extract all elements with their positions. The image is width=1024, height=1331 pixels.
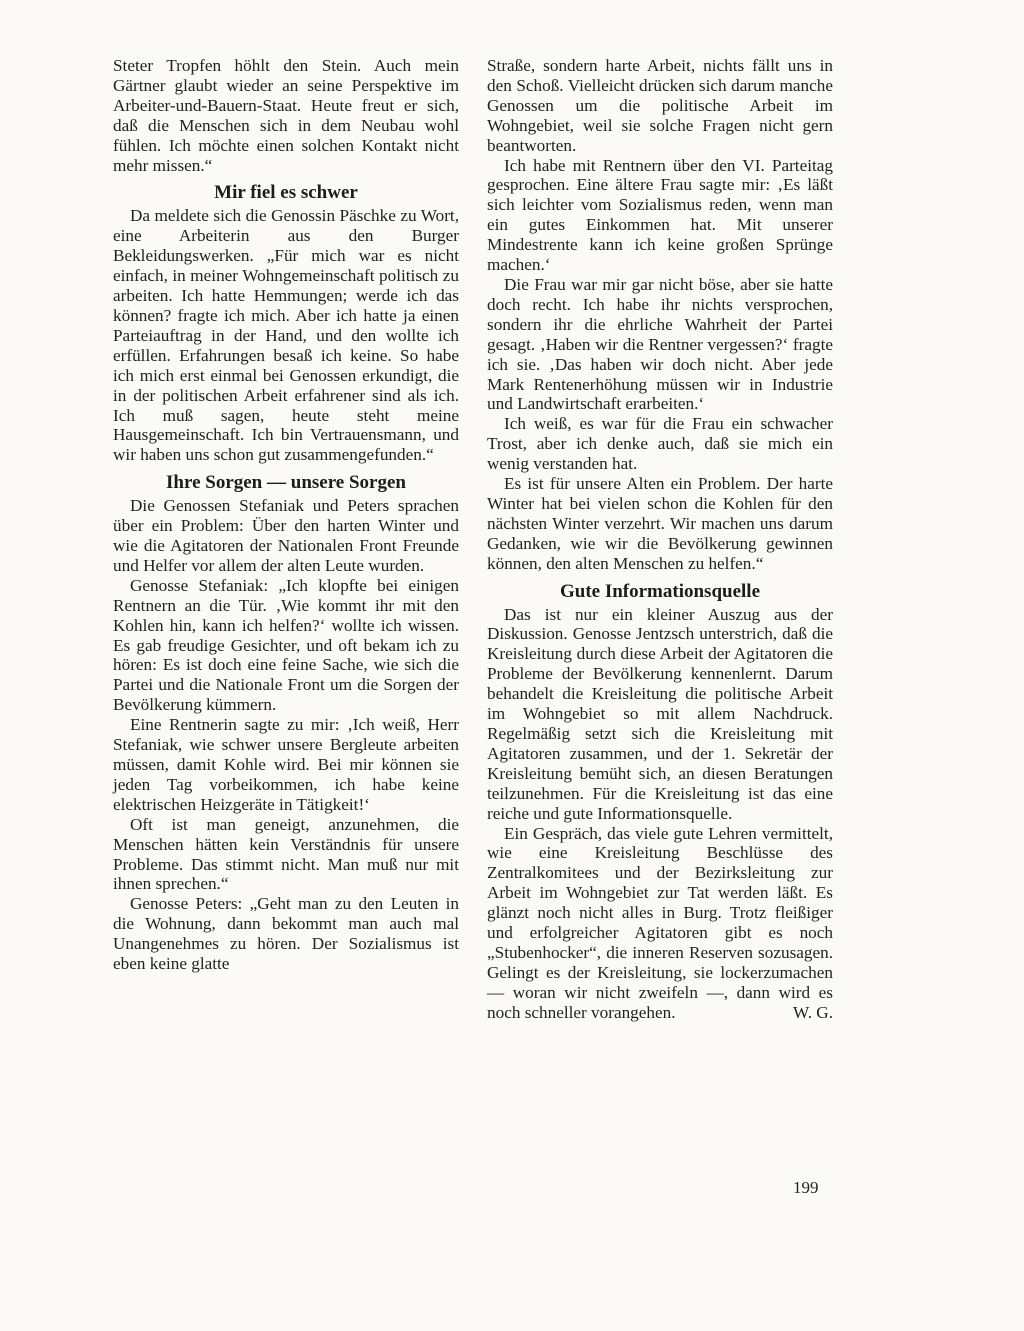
section-heading: Ihre Sorgen — unsere Sorgen — [166, 472, 406, 494]
paragraph: Eine Rentnerin sagte zu mir: ‚Ich weiß, Herr Stefaniak, wie schwer unsere Bergleute arbeiten müssen, damit Kohle wird. Bei mir können sie jeden Tag vorbeikommen, ich habe keine elektrischen Heizgeräte in Tätigkeit!‘ — [113, 715, 459, 814]
paragraph: Das ist nur ein kleiner Auszug aus der Diskussion. Genosse Jentzsch unterstrich, daß die Kreisleitung durch diese Arbeit der Agitatoren die Probleme der Bevölkerung kennenlernt. Darum behandelt die Kreisleitung die politische Arbeit im Wohngebiet so mit allem Nachdruck. Regelmäßig setzt sich die Kreisleitung mit Agitatoren zusammen, und der 1. Sekretär der Kreisleitung bemüht sich, an diesen Beratungen teilzunehmen. Für die Kreisleitung ist das eine reiche und gute Informationsquelle. — [487, 604, 833, 823]
paragraph: Es ist für unsere Alten ein Problem. Der harte Winter hat bei vielen schon die Kohlen für den nächsten Winter verzehrt. Wir machen uns darum Gedanken, wie wir die Bevölkerung gewinnen können, den alten Menschen zu helfen.“ — [487, 474, 833, 573]
right-column — [487, 56, 833, 1023]
paragraph: Oft ist man geneigt, anzunehmen, die Menschen hätten kein Verständnis für unsere Probleme. Das stimmt nicht. Man muß nur mit ihnen sprechen.“ — [113, 814, 459, 894]
paragraph: Ich weiß, es war für die Frau ein schwacher Trost, aber ich denke auch, daß sie mich ein wenig verstanden hat. — [487, 414, 833, 474]
paragraph: Genosse Stefaniak: „Ich klopfte bei einigen Rentnern an die Tür. ‚Wie kommt ihr mit den Kohlen hin, kann ich helfen?‘ wollte ich wissen. Es gab freudige Gesichter, und oft bekam ich zu hören: Es ist doch eine feine Sache, wie sich die Partei und die Nationale Front um die Sorgen der Bevölkerung kümmern. — [113, 575, 459, 715]
section-heading: Mir fiel es schwer — [214, 182, 358, 204]
paragraph: Ich habe mit Rentnern über den VI. Parteitag gesprochen. Eine ältere Frau sagte mir: ‚Es läßt sich leichter vom Sozialismus reden, wenn man ein gutes Einkommen hat. Mit unserer Mindestrente kann ich keine großen Sprünge machen.‘ — [487, 155, 833, 275]
author-signature: W. G. — [793, 1002, 833, 1022]
paragraph: Da meldete sich die Genossin Päschke zu Wort, eine Arbeiterin aus den Burger Bekleidungswerken. „Für mich war es nicht einfach, in meiner Wohngemeinschaft politisch zu arbeiten. Ich hatte Hemmungen; werde ich das können? fragte ich mich. Aber ich hatte ja einen Parteiauftrag in der Hand, und den wollte ich erfüllen. Erfahrungen besaß ich keine. So habe ich mich erst einmal bei Genossen erkundigt, die in der politischen Arbeit erfahrener sind als ich. Ich muß sagen, heute steht meine Hausgemeinschaft. Ich bin Vertrauensmann, und wir haben uns schon gut zusammengefunden.“ — [113, 206, 459, 465]
section-heading: Gute Informationsquelle — [559, 580, 761, 602]
left-column — [113, 56, 459, 974]
page-number: 199 — [793, 1178, 819, 1197]
paragraph: Die Frau war mir gar nicht böse, aber sie hatte doch recht. Ich habe ihr nichts versprochen, sondern ihr die ehrliche Wahrheit der Partei gesagt. ‚Haben wir die Rentner vergessen?‘ fragte ich sie. ‚Das haben wir doch nicht. Aber jede Mark Rentenerhöhung müssen wir in Industrie und Landwirtschaft erarbeiten.‘ — [487, 274, 833, 414]
paragraph: Straße, sondern harte Arbeit, nichts fällt uns in den Schoß. Vielleicht drücken sich darum manche Genossen um die politische Arbeit im Wohngebiet, weil sie solche Fragen nicht gern beantworten. — [487, 56, 833, 155]
paragraph: Genosse Peters: „Geht man zu den Leuten in die Wohnung, dann bekommt man auch mal Unangenehmes zu hören. Der Sozialismus ist eben keine glatte — [113, 894, 459, 974]
paragraph: Steter Tropfen höhlt den Stein. Auch mein Gärtner glaubt wieder an seine Perspektive im Arbeiter-und-Bauern-Staat. Heute freut er sich, daß die Menschen sich in dem Neubau wohl fühlen. Ich möchte einen solchen Kontakt nicht mehr missen.“ — [113, 56, 459, 175]
paragraph: Die Genossen Stefaniak und Peters sprachen über ein Problem: Über den harten Winter und wie die Agitatoren der Nationalen Front Freunde und Helfer vor allem der alten Leute wurden. — [113, 496, 459, 575]
paragraph: Ein Gespräch, das viele gute Lehren vermittelt, wie eine Kreisleitung Beschlüsse des Zentralkomitees und der Bezirksleitung zur Arbeit im Wohngebiet zur Tat werden läßt. Es glänzt noch nicht alles in Burg. Trotz fleißiger und erfolgreicher Agitatoren gibt es noch „Stubenhocker“, die inneren Reserven sozusagen. Gelingt es der Kreisleitung, sie lockerzumachen — woran wir nicht zweifeln —, dann wird es noch schneller vorangehen. — [487, 823, 833, 1022]
